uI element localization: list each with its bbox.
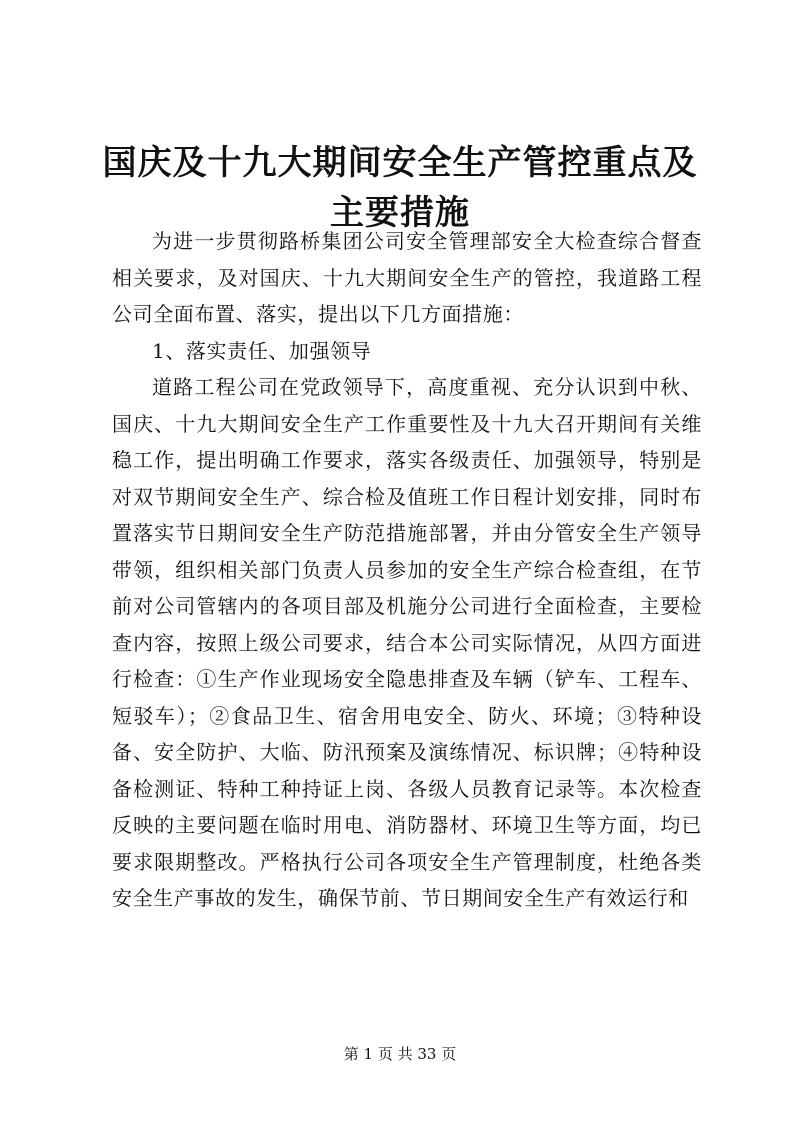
- page-number-footer: 第 1 页 共 33 页: [343, 1045, 457, 1063]
- document-title: 国庆及十九大期间安全生产管控重点及主要措施: [102, 143, 698, 233]
- section-heading-1: 1、落实责任、加强领导: [152, 338, 372, 363]
- intro-paragraph: 为进一步贯彻路桥集团公司安全管理部安全大检查综合督查相关要求，及对国庆、十九大期间安全生产的管控，我道路工程公司全面布置、落实，提出以下几方面措施：: [112, 229, 702, 326]
- document-body: [112, 223, 702, 917]
- section-1-paragraph: 道路工程公司在党政领导下，高度重视、充分认识到中秋、国庆、十九大期间安全生产工作重要性及十九大召开期间有关维稳工作，提出明确工作要求，落实各级责任、加强领导，特别是对双节期间安全生产、综合检及值班工作日程计划安排，同时布置落实节日期间安全生产防范措施部署，并由分管安全生产领导带领，组织相关部门负责人员参加的安全生产综合检查组，在节前对公司管辖内的各项目部及机施分公司进行全面检查，主要检查内容，按照上级公司要求，结合本公司实际情况，从四方面进行检查：①生产作业现场安全隐患排查及车辆（铲车、工程车、短驳车）；②食品卫生、宿舍用电安全、防火、环境；③特种设备、安全防护、大临、防汛预案及演练情况、标识牌；④特种设备检测证、特种工种持证上岗、各级人员教育记录等。本次检查反映的主要问题在临时用电、消防器材、环境卫生等方面，均已要求限期整改。严格执行公司各项安全生产管理制度，杜绝各类安全生产事故的发生，确保节前、节日期间安全生产有效运行和: [112, 375, 702, 910]
